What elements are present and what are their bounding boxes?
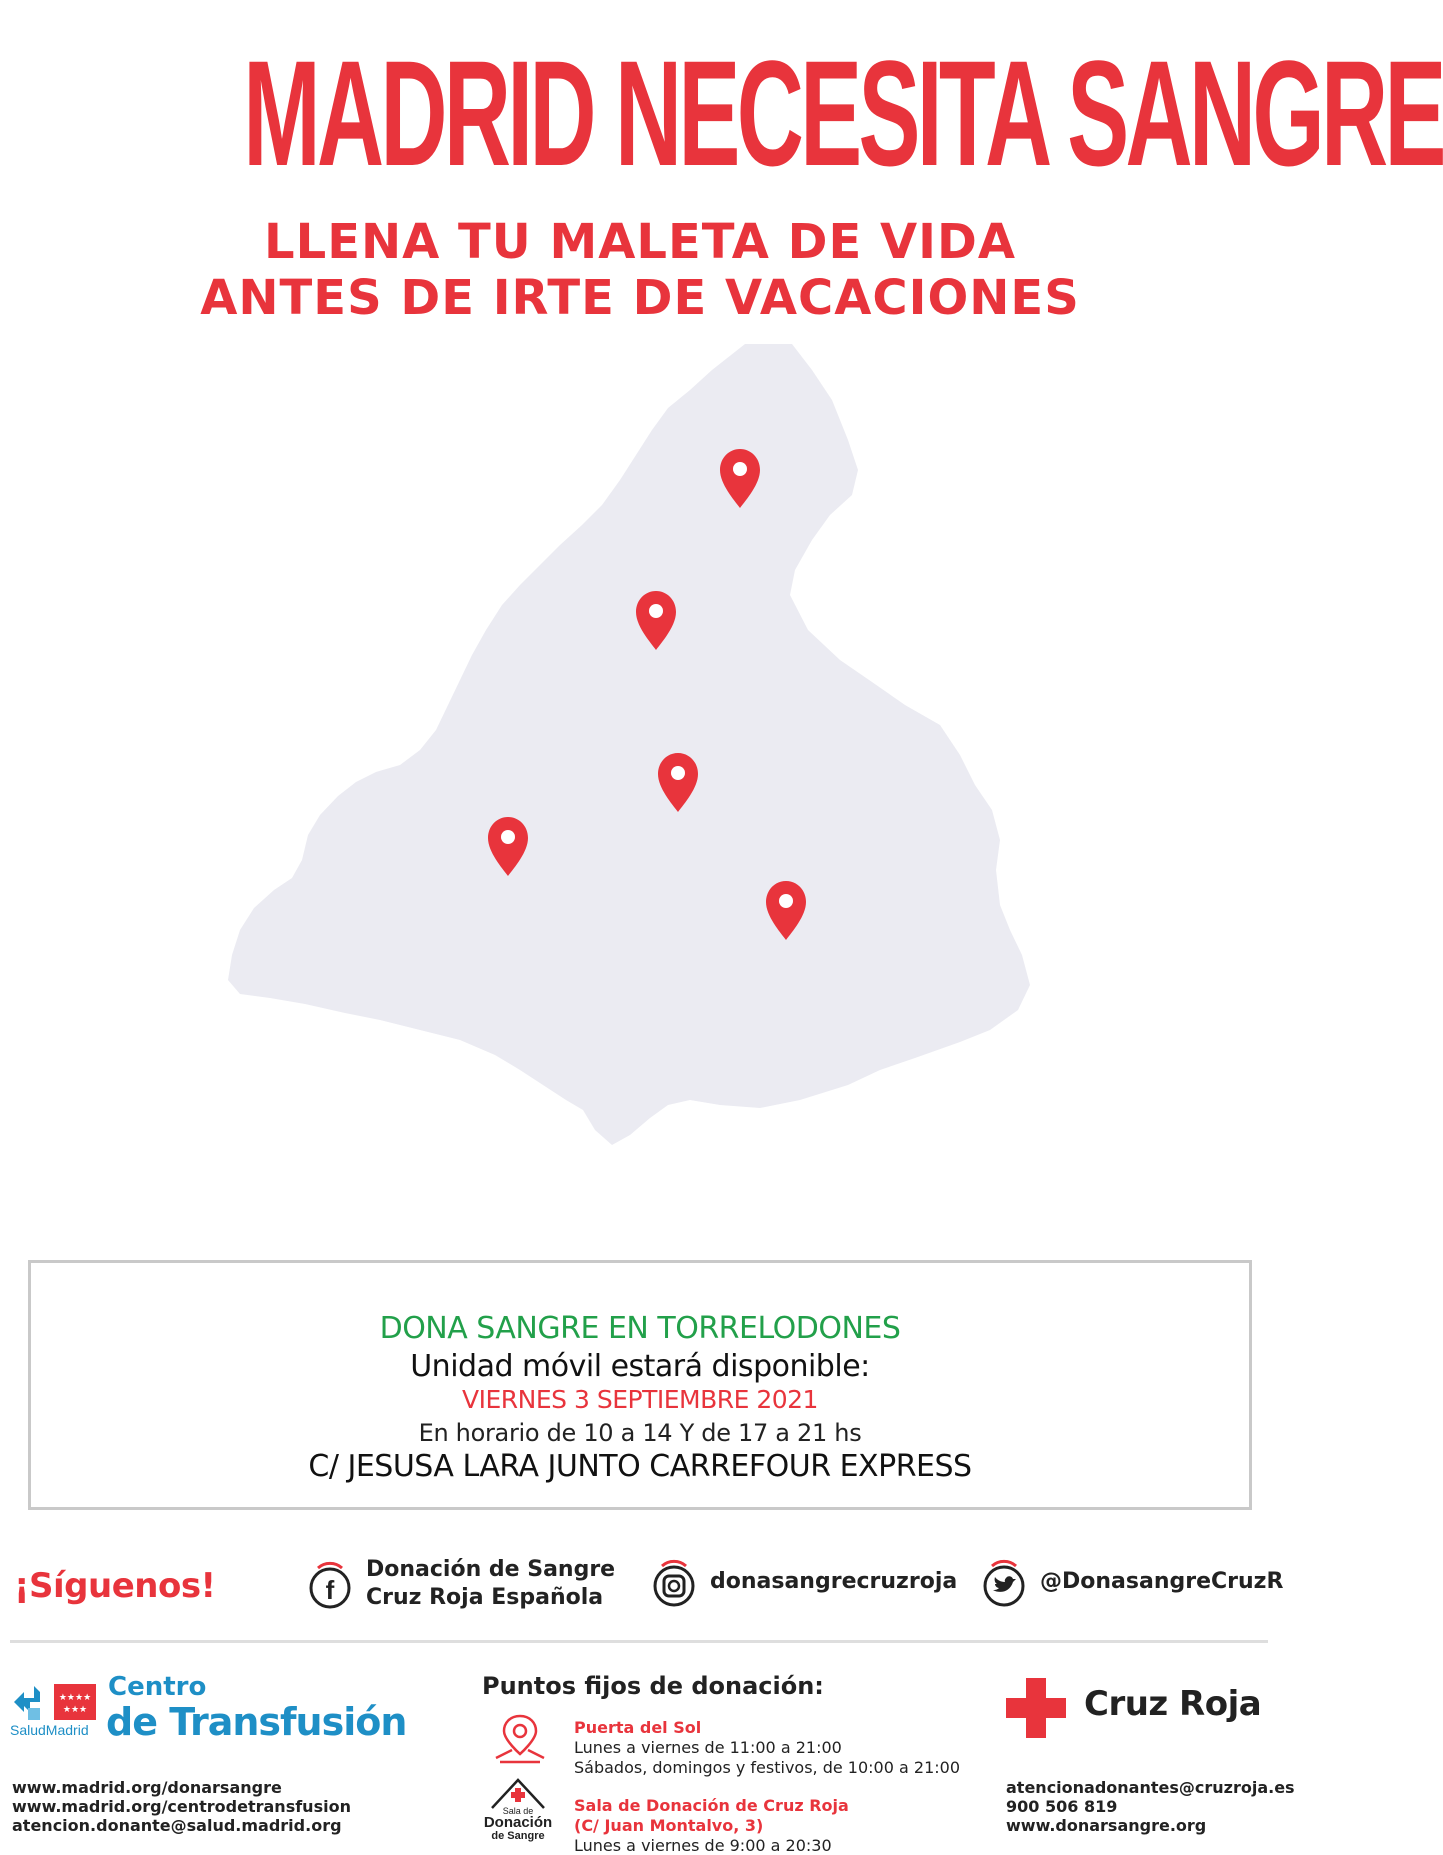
sala-logo-text-2: Donación [483, 1814, 553, 1831]
facebook-name-line-1: Donación de Sangre [366, 1557, 616, 1582]
centro-link-donar[interactable]: www.madrid.org/donarsangre [12, 1778, 282, 1797]
sala-donacion-logo [478, 1776, 558, 1848]
svg-text:★★★★: ★★★★ [58, 1693, 92, 1703]
region-silhouette [228, 344, 1030, 1145]
salud-madrid-label: SaludMadrid [10, 1722, 89, 1738]
fixed-points-title: Puntos fijos de donación: [482, 1672, 824, 1700]
subtitle-line-2: ANTES DE IRTE DE VACACIONES [200, 270, 1080, 326]
sol-name: Puerta del Sol [574, 1718, 702, 1737]
centro-name-line-1: Centro [108, 1672, 207, 1702]
twitter-icon [978, 1556, 1030, 1608]
centro-name-line-2: de Transfusión [106, 1700, 407, 1744]
cruz-roja-phone[interactable]: 900 506 819 [1006, 1797, 1118, 1816]
sol-hours-weekday: Lunes a viernes de 11:00 a 21:00 [574, 1738, 842, 1757]
event-hours: En horario de 10 a 14 Y de 17 a 21 hs [418, 1419, 862, 1447]
svg-text:★★★: ★★★ [62, 1705, 88, 1715]
instagram-icon [648, 1556, 700, 1608]
madrid-region-map [0, 330, 1280, 1250]
event-heading: DONA SANGRE EN TORRELODONES [379, 1311, 901, 1346]
map-pin-dot [671, 766, 685, 780]
red-cross-icon [1004, 1676, 1068, 1740]
page-title: MADRID NECESITA SANGRE [243, 29, 1443, 197]
cruz-roja-website[interactable]: www.donarsangre.org [1006, 1816, 1207, 1835]
follow-label: ¡Síguenos! [14, 1566, 216, 1606]
map-pin-dot [779, 894, 793, 908]
instagram-link[interactable] [648, 1556, 957, 1608]
footer-divider [10, 1640, 1268, 1643]
twitter-handle: @DonasangreCruzR [1040, 1569, 1284, 1594]
centro-email[interactable]: atencion.donante@salud.madrid.org [12, 1816, 342, 1835]
cruz-roja-links [1006, 1778, 1295, 1835]
twitter-link[interactable] [978, 1556, 1283, 1608]
puerta-del-sol-icon [490, 1712, 550, 1764]
centro-links [12, 1778, 351, 1835]
centro-link-transfusion[interactable]: www.madrid.org/centrodetransfusion [12, 1797, 351, 1816]
sala-address: (C/ Juan Montalvo, 3) [574, 1816, 764, 1835]
instagram-handle: donasangrecruzroja [710, 1569, 958, 1594]
event-address: C/ JESUSA LARA JUNTO CARREFOUR EXPRESS [308, 1449, 972, 1484]
facebook-icon [304, 1558, 356, 1610]
sala-logo-text-3: de Sangre [491, 1830, 545, 1842]
sala-name: Sala de Donación de Cruz Roja [574, 1796, 849, 1815]
sol-hours-weekend: Sábados, domingos y festivos, de 10:00 a 21:00 [574, 1758, 960, 1777]
sala-logo-text-1: Sala de [502, 1806, 534, 1816]
facebook-name-line-2: Cruz Roja Española [366, 1585, 604, 1610]
map-pin-dot [733, 462, 747, 476]
map-pin-dot [501, 830, 515, 844]
sala-hours: Lunes a viernes de 9:00 a 20:30 [574, 1836, 832, 1855]
event-info-box [28, 1260, 1252, 1510]
facebook-link[interactable] [304, 1556, 615, 1612]
event-availability: Unidad móvil estará disponible: [410, 1349, 870, 1384]
event-date: VIERNES 3 SEPTIEMBRE 2021 [462, 1385, 818, 1414]
centro-transfusion-logo [10, 1680, 100, 1724]
map-pin-dot [649, 604, 663, 618]
house-cross-icon [488, 1776, 548, 1810]
svg-text:f: f [325, 1575, 335, 1605]
cruz-roja-email[interactable]: atencionadonantes@cruzroja.es [1006, 1778, 1295, 1797]
subtitle-line-1: LLENA TU MALETA DE VIDA [264, 214, 1016, 270]
cruz-roja-name: Cruz Roja [1084, 1684, 1262, 1724]
